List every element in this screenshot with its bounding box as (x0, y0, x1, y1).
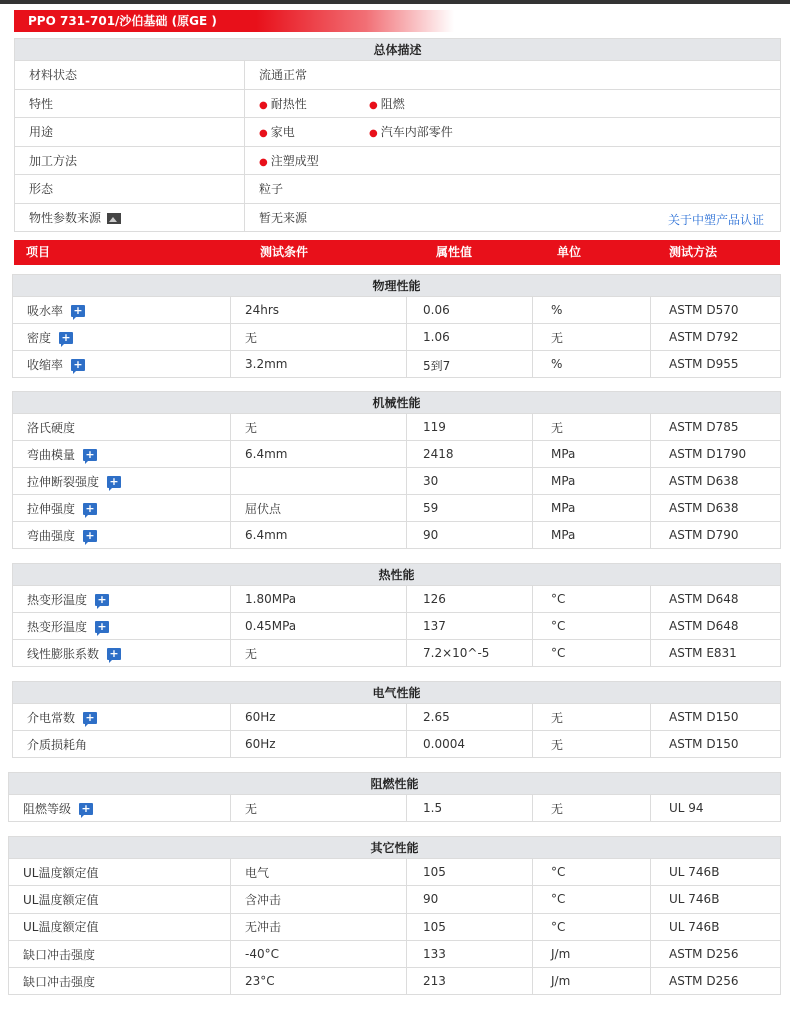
value-cell: 5到7 (407, 351, 533, 378)
condition-cell (231, 468, 407, 495)
item-label: UL温度额定值 (23, 892, 99, 907)
table-row (13, 704, 781, 731)
item-label: 收缩率 (27, 357, 64, 372)
expand-plus-icon[interactable]: + (83, 449, 97, 461)
general-heading: 总体描述 (15, 39, 781, 61)
value-cell: 2.65 (407, 704, 533, 731)
condition-cell: 无 (231, 640, 407, 667)
item-cell (9, 886, 231, 913)
item-cell (13, 704, 231, 731)
method-cell: ASTM D150 (651, 731, 781, 758)
item-label: 热变形温度 (27, 592, 88, 607)
item-label: 热变形温度 (27, 619, 88, 634)
unit-cell: MPa (533, 495, 651, 522)
method-cell: UL 94 (651, 795, 781, 822)
method-cell: ASTM D638 (651, 468, 781, 495)
table-row (9, 886, 781, 913)
condition-cell: 无 (231, 795, 407, 822)
table-row (13, 731, 781, 758)
section-heading: 物理性能 (13, 275, 781, 297)
condition-cell: 0.45MPa (231, 613, 407, 640)
value-cell: 0.0004 (407, 731, 533, 758)
condition-cell: 60Hz (231, 704, 407, 731)
expand-plus-icon[interactable]: + (83, 530, 97, 542)
value-cell: 90 (407, 522, 533, 549)
item-label: 密度 (27, 330, 52, 345)
item-cell (13, 640, 231, 667)
condition-cell: 无冲击 (231, 913, 407, 940)
section-table (8, 836, 781, 995)
expand-plus-icon[interactable]: + (95, 621, 109, 633)
section-table (12, 681, 781, 758)
condition-cell: 6.4mm (231, 522, 407, 549)
general-label (15, 203, 245, 232)
item-label: 缺口冲击强度 (23, 947, 96, 962)
general-value (245, 146, 781, 175)
unit-cell: MPa (533, 522, 651, 549)
method-cell: ASTM D638 (651, 495, 781, 522)
unit-cell: °C (533, 859, 651, 886)
method-cell: ASTM D790 (651, 522, 781, 549)
value-cell: 126 (407, 586, 533, 613)
bullet-text: 家电 (270, 125, 295, 140)
table-row (13, 414, 781, 441)
value-cell: 1.06 (407, 324, 533, 351)
unit-cell: J/m (533, 940, 651, 967)
condition-cell: 电气 (231, 859, 407, 886)
item-label: 介质损耗角 (27, 737, 88, 752)
condition-cell: 24hrs (231, 297, 407, 324)
method-cell: ASTM D570 (651, 297, 781, 324)
item-label: 拉伸强度 (27, 501, 76, 516)
general-value (245, 89, 781, 118)
value-cell: 90 (407, 886, 533, 913)
item-label: 弯曲模量 (27, 447, 76, 462)
bullet-icon: ● (259, 156, 268, 168)
section-heading: 其它性能 (9, 837, 781, 859)
unit-cell: MPa (533, 441, 651, 468)
value-cell: 59 (407, 495, 533, 522)
col-item: 项目 (26, 245, 51, 259)
condition-cell: 6.4mm (231, 441, 407, 468)
method-cell: UL 746B (651, 859, 781, 886)
unit-cell: °C (533, 913, 651, 940)
value-cell: 137 (407, 613, 533, 640)
unit-cell: 无 (533, 324, 651, 351)
expand-plus-icon[interactable]: + (71, 305, 85, 317)
method-cell: ASTM D256 (651, 968, 781, 995)
method-cell: ASTM D792 (651, 324, 781, 351)
table-row (9, 940, 781, 967)
value-cell: 0.06 (407, 297, 533, 324)
condition-cell: 3.2mm (231, 351, 407, 378)
expand-plus-icon[interactable]: + (83, 712, 97, 724)
item-label: 介电常数 (27, 710, 76, 725)
condition-cell: -40°C (231, 940, 407, 967)
item-cell (13, 613, 231, 640)
bullet-icon: ● (369, 99, 378, 111)
item-cell (13, 522, 231, 549)
method-cell: ASTM D256 (651, 940, 781, 967)
bullet-text: 阻燃 (380, 96, 405, 111)
general-table (14, 38, 781, 232)
general-value (245, 203, 781, 232)
item-label: 弯曲强度 (27, 528, 76, 543)
unit-cell: % (533, 351, 651, 378)
general-value: 流通正常 (245, 61, 781, 90)
value-cell: 7.2×10^-5 (407, 640, 533, 667)
table-row (13, 324, 781, 351)
method-cell: ASTM D785 (651, 414, 781, 441)
top-bar (0, 0, 790, 4)
table-row (13, 468, 781, 495)
value-cell: 119 (407, 414, 533, 441)
item-label: UL温度额定值 (23, 865, 99, 880)
table-row (9, 968, 781, 995)
table-row (13, 586, 781, 613)
expand-plus-icon[interactable]: + (107, 476, 121, 488)
method-cell: UL 746B (651, 913, 781, 940)
method-cell: ASTM D150 (651, 704, 781, 731)
item-cell (13, 414, 231, 441)
item-label: 洛氏硬度 (27, 420, 76, 435)
source-label: 物性参数来源 (29, 210, 102, 225)
section-table (12, 563, 781, 667)
method-cell: ASTM D1790 (651, 441, 781, 468)
col-value: 属性值 (436, 245, 473, 259)
item-cell (9, 940, 231, 967)
col-condition: 测试条件 (260, 245, 309, 259)
condition-cell: 无 (231, 414, 407, 441)
bullet-text: 注塑成型 (270, 153, 319, 168)
unit-cell: J/m (533, 968, 651, 995)
unit-cell: 无 (533, 414, 651, 441)
unit-cell: MPa (533, 468, 651, 495)
item-cell (13, 495, 231, 522)
table-row (13, 495, 781, 522)
condition-cell: 60Hz (231, 731, 407, 758)
condition-cell: 屈伏点 (231, 495, 407, 522)
item-cell (13, 586, 231, 613)
value-cell: 105 (407, 859, 533, 886)
section-table (12, 391, 781, 549)
source-value: 暂无来源 (259, 210, 308, 225)
table-row (13, 297, 781, 324)
method-cell: ASTM D648 (651, 586, 781, 613)
bullet-icon: ● (369, 128, 378, 140)
bullet-text: 耐热性 (270, 96, 307, 111)
value-cell: 105 (407, 913, 533, 940)
general-label: 形态 (15, 175, 245, 204)
table-row (13, 522, 781, 549)
unit-cell: °C (533, 640, 651, 667)
section-heading: 机械性能 (13, 392, 781, 414)
expand-plus-icon[interactable]: + (107, 648, 121, 660)
method-cell: ASTM D648 (651, 613, 781, 640)
section-heading: 阻燃性能 (9, 773, 781, 795)
unit-cell: °C (533, 586, 651, 613)
expand-plus-icon[interactable]: + (59, 332, 73, 344)
method-cell: ASTM D955 (651, 351, 781, 378)
value-cell: 133 (407, 940, 533, 967)
unit-cell: % (533, 297, 651, 324)
item-cell (13, 297, 231, 324)
expand-plus-icon[interactable]: + (95, 594, 109, 606)
general-label: 用途 (15, 118, 245, 147)
section-table (12, 274, 781, 378)
section-heading: 热性能 (13, 564, 781, 586)
method-cell: UL 746B (651, 886, 781, 913)
item-cell (13, 324, 231, 351)
bullet-icon: ● (259, 128, 268, 140)
expand-plus-icon[interactable]: + (71, 359, 85, 371)
condition-cell: 23°C (231, 968, 407, 995)
general-value (245, 118, 781, 147)
expand-plus-icon[interactable]: + (79, 803, 93, 815)
section-heading: 电气性能 (13, 682, 781, 704)
item-cell (13, 468, 231, 495)
item-cell (9, 795, 231, 822)
general-value: 粒子 (245, 175, 781, 204)
column-header (14, 240, 780, 265)
image-icon[interactable] (107, 213, 121, 224)
general-label: 特性 (15, 89, 245, 118)
table-row (13, 613, 781, 640)
unit-cell: °C (533, 613, 651, 640)
col-unit: 单位 (557, 245, 582, 259)
value-cell: 1.5 (407, 795, 533, 822)
unit-cell: 无 (533, 795, 651, 822)
table-row (9, 859, 781, 886)
item-label: 阻燃等级 (23, 801, 72, 816)
table-row (13, 351, 781, 378)
method-cell: ASTM E831 (651, 640, 781, 667)
item-cell (13, 441, 231, 468)
table-row (9, 913, 781, 940)
item-label: 拉伸断裂强度 (27, 474, 100, 489)
item-cell (9, 913, 231, 940)
general-label: 加工方法 (15, 146, 245, 175)
condition-cell: 1.80MPa (231, 586, 407, 613)
value-cell: 30 (407, 468, 533, 495)
table-row (9, 795, 781, 822)
item-cell (13, 731, 231, 758)
table-row (13, 640, 781, 667)
certification-link[interactable]: 关于中塑产品认证 (668, 212, 765, 227)
product-title: PPO 731-701/沙伯基础 (原GE ) (14, 10, 454, 32)
value-cell: 2418 (407, 441, 533, 468)
item-label: 线性膨胀系数 (27, 646, 100, 661)
item-cell (9, 859, 231, 886)
value-cell: 213 (407, 968, 533, 995)
table-row (13, 441, 781, 468)
unit-cell: °C (533, 886, 651, 913)
item-label: UL温度额定值 (23, 920, 99, 935)
condition-cell: 无 (231, 324, 407, 351)
unit-cell: 无 (533, 704, 651, 731)
unit-cell: 无 (533, 731, 651, 758)
condition-cell: 含冲击 (231, 886, 407, 913)
item-cell (9, 968, 231, 995)
item-cell (13, 351, 231, 378)
general-label: 材料状态 (15, 61, 245, 90)
expand-plus-icon[interactable]: + (83, 503, 97, 515)
col-method: 测试方法 (669, 245, 718, 259)
bullet-icon: ● (259, 99, 268, 111)
bullet-text: 汽车内部零件 (380, 125, 453, 140)
item-label: 缺口冲击强度 (23, 974, 96, 989)
section-table (8, 772, 781, 822)
item-label: 吸水率 (27, 303, 64, 318)
